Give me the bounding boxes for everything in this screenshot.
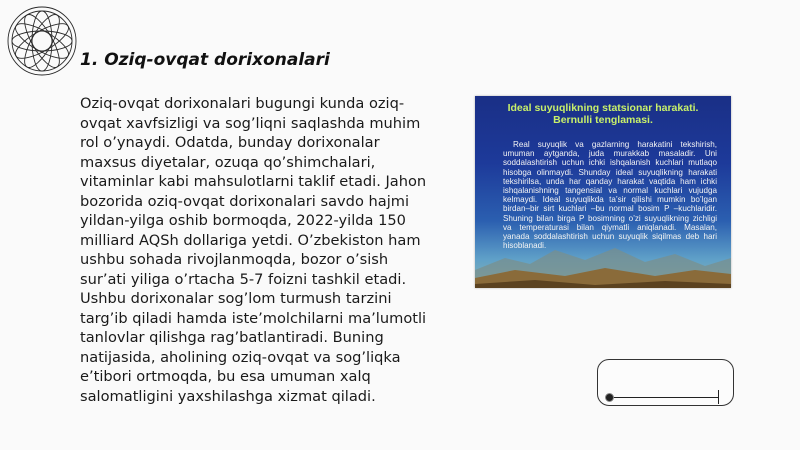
record-dot-icon[interactable]	[605, 393, 614, 402]
embedded-slide-image	[475, 96, 731, 288]
circular-ornament-icon	[5, 4, 79, 78]
image-heading-line1: Ideal suyuqlikning statsionar harakati.	[507, 102, 699, 114]
scrubber-end-marker	[718, 390, 719, 404]
slide-title: 1. Oziq-ovqat dorixonalari	[80, 50, 330, 70]
media-scrubber-widget[interactable]	[597, 359, 734, 406]
image-heading-line2: Bernulli tenglamasi.	[553, 114, 653, 126]
image-body-text: Real suyuqlik va gazlarning harakatini tekshirish, umuman aytganda, juda murakkab masaladir. Uni soddalashtirish uchun ichki ishqalanish kuchlari mutlaqo hisobga olinmaydi. Shunday ideal suyuqlikning harakati tekshirilsa, unda har qanday harakat vaqtida ham ichki ishqalanishning tangensial va normal kuchlari vujudga kelmaydi. Ideal suyuqlikda ta’sir qilishi mumkin bo’lgan birdan–bir sirt kuchlari –bu normal bosim P –kuchlaridir. Shuning bilan birga P bosimning o’zi suyuqlikning zichligi va temperaturasi bilan qiymatli aniqlanadi. Masalan, yanada soddalashtirish uchun suyuqlik siqilmas deb hari hisoblanadi.	[503, 140, 717, 251]
slide-body-text: Oziq-ovqat dorixonalari bugungi kunda oziq-ovqat xavfsizligi va sog’liqni saqlashda muhim rol o’ynaydi. Odatda, bunday dorixonalar maxsus diyetalar, ozuqa qo’shimchalari, vitaminlar kabi mahsulotlarni taklif etadi. Jahon bozorida oziq-ovqat dorixonalari savdo hajmi yildan-yilga oshib bormoqda, 2022-yilda 150 milliard AQSh dollariga yetdi. O’zbekiston ham ushbu sohada rivojlanmoqda, bozor o’sish sur’ati yiliga o’rtacha 5-7 foizni tashkil etadi. Ushbu dorixonalar sog’lom turmush tarzini targ’ib qiladi hamda iste’molchilarni ma’lumotli tanlovlar qilishga rag’batlantiradi. Buning natijasida, aholining oziq-ovqat va sog’liqka e’tibori ortmoqda, bu esa umuman xalq salomatligini yaxshilashga xizmat qiladi.	[80, 95, 427, 405]
scrubber-track[interactable]	[610, 397, 718, 398]
image-heading	[475, 102, 731, 126]
